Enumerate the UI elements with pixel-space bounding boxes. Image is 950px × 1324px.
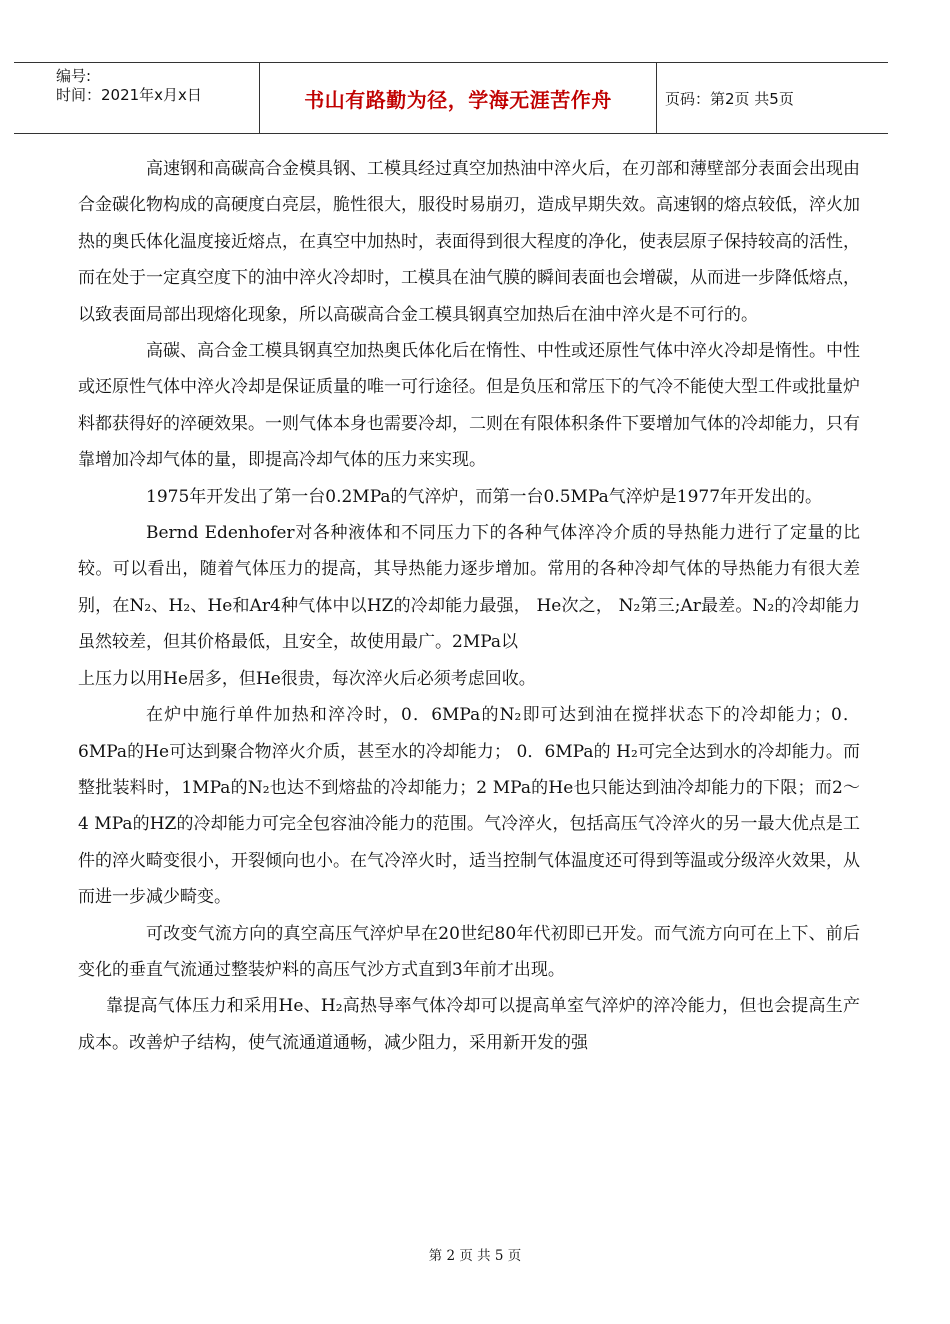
serial-label: 编号: [56, 67, 92, 85]
paragraph-4-continuation: 上压力以用He居多，但He很贵，每次淬火后必须考虑回收。 [78, 668, 536, 689]
paragraph-5: 在炉中施行单件加热和淬冷时，0．6MPa的N₂即可达到油在搅拌状态下的冷却能力；0．6MPa的He可达到聚合物淬火介质，甚至水的冷却能力； 0．6MPa的 H₂可完全达到水的冷却能力。而整批装料时，1MPa的N₂也达不到熔盐的冷却能力；2 MPa的He也只能达到油冷却能力的下限；而2～4 MPa的HZ的冷却能力可完全包容油冷能力的范围。气冷淬火，包括高压气冷淬火的另一最大优点是工件的淬火畸变很小，开裂倾向也小。在气冷淬火时，适当控制气体温度还可得到等温或分级淬火效果，从而进一步减少畸变。 [78, 705, 860, 908]
motto-text: 书山有路勤为径，学海无涯苦作舟 [304, 87, 612, 112]
paragraph-2: 高碳、高合金工模具钢真空加热奥氏体化后在惰性、中性或还原性气体中淬火冷却是惰性。中性或还原性气体中淬火冷却是保证质量的唯一可行途径。但是负压和常压下的气冷不能使大型工件或批量炉料都获得好的淬硬效果。一则气体本身也需要冷却，二则在有限体积条件下要增加气体的冷却能力，只有靠增加冷却气体的量，即提高冷却气体的压力来实现。 [78, 341, 860, 471]
page-header [14, 62, 888, 134]
paragraph-3: 1975年开发出了第一台0.2MPa的气淬炉，而第一台0.5MPa气淬炉是1977年开发出的。 [146, 486, 823, 507]
header-motto-cell [259, 63, 657, 133]
header-meta [14, 63, 259, 133]
paragraph-6: 可改变气流方向的真空高压气淬炉早在20世纪80年代初即已开发。而气流方向可在上下、前后变化的垂直气流通过整装炉料的高压气沙方式直到3年前才出现。 [78, 923, 860, 980]
paragraph-4: Bernd Edenhofer对各种液体和不同压力下的各种气体淬冷介质的导热能力进行了定量的比较。可以看出，随着气体压力的提高，其导热能力逐步增加。常用的各种冷却气体的导热能力有很大差别，在N₂、H₂、He和Ar4种气体中以HZ的冷却能力最强， He次之， N₂第三;Ar最差。N₂的冷却能力虽然较差，但其价格最低，且安全，故使用最广。2MPa以 [78, 523, 860, 653]
paragraph-1: 高速钢和高碳高合金模具钢、工模具经过真空加热油中淬火后，在刃部和薄壁部分表面会出现由合金碳化物构成的高硬度白亮层，脆性很大，服役时易崩刃，造成早期失效。高速钢的熔点较低，淬火加热的奥氏体化温度接近熔点，在真空中加热时，表面得到很大程度的净化，使表层原子保持较高的活性，而在处于一定真空度下的油中淬火冷却时，工模具在油气膜的瞬间表面也会增碳，从而进一步降低熔点，以致表面局部出现熔化现象，所以高碳高合金工模具钢真空加热后在油中淬火是不可行的。 [78, 159, 860, 325]
document-body [78, 151, 860, 1061]
paragraph-7: 靠提高气体压力和采用He、H₂高热导率气体冷却可以提高单室气淬炉的淬冷能力，但也会提高生产成本。改善炉子结构，使气流通道通畅，减少阻力，采用新开发的强 [78, 996, 860, 1053]
footer-page-number: 第 2 页 共 5 页 [428, 1248, 522, 1264]
date-line: 时间：2021年x月x日 [56, 86, 202, 104]
page-info-text: 页码：第2页 共5页 [665, 89, 794, 108]
page-footer [0, 1244, 950, 1264]
header-page-info [657, 63, 888, 133]
